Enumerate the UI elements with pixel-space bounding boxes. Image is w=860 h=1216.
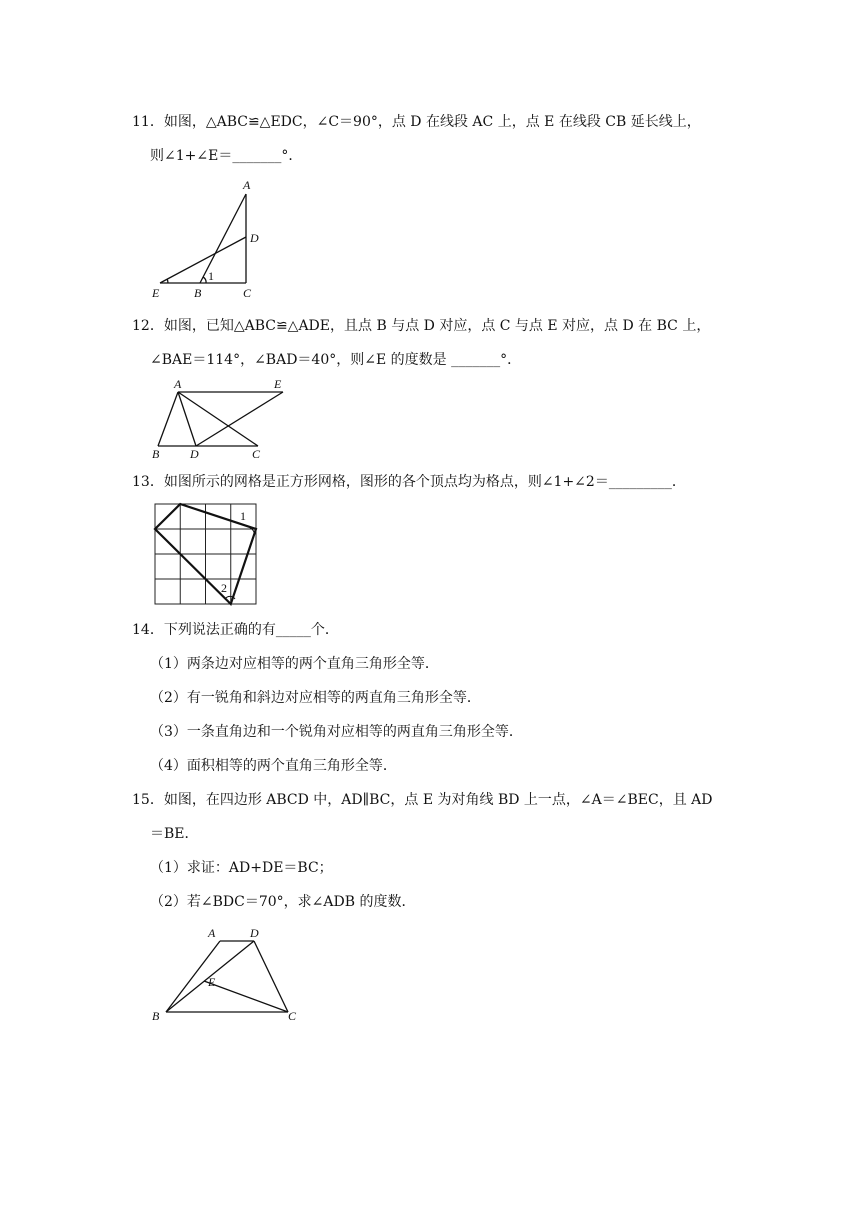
q11-figure — [148, 176, 268, 300]
q14-item-1: （1）两条边对应相等的两个直角三角形全等． — [150, 656, 439, 672]
label-B: B — [152, 447, 160, 461]
label-angle-1: 1 — [208, 269, 214, 283]
label-angle-1: 1 — [240, 509, 246, 523]
label-E: E — [208, 975, 216, 989]
q11-text-line1: 11．如图，△ABC≌△EDC，∠C＝90°，点 D 在线段 AC 上，点 E 在线段 CB 延长线上， — [132, 114, 701, 130]
q13-grid-figure — [150, 500, 262, 610]
label-E: E — [152, 286, 160, 300]
q12-text-line1: 12．如图，已知△ABC≌△ADE，且点 B 与点 D 对应，点 C 与点 E 对应，点 D 在 BC 上， — [132, 318, 711, 334]
q12-text-line2: ∠BAE＝114°，∠BAD＝40°，则∠E 的度数是 _______°． — [150, 352, 522, 368]
segment-DE — [196, 392, 283, 446]
q15-part-2: （2）若∠BDC＝70°，求∠ADB 的度数． — [150, 894, 416, 910]
q15-part-1: （1）求证：AD+DE＝BC； — [150, 860, 333, 876]
segment-AD — [178, 392, 196, 446]
label-C: C — [243, 286, 252, 300]
q13-text-line1: 13．如图所示的网格是正方形网格，图形的各个顶点均为格点，则∠1+∠2＝_________． — [132, 474, 686, 490]
segment-AB — [158, 392, 178, 446]
q14-item-4: （4）面积相等的两个直角三角形全等． — [150, 758, 397, 774]
q15-figure — [150, 922, 310, 1026]
label-B: B — [194, 286, 202, 300]
q12-figure — [148, 376, 298, 462]
q14-item-3: （3）一条直角边和一个锐角对应相等的两直角三角形全等． — [150, 724, 523, 740]
angle-1-arc — [203, 277, 206, 283]
q11-text-line2: 则∠1+∠E＝_______°． — [150, 148, 303, 164]
label-angle-2: 2 — [221, 581, 227, 595]
label-B: B — [152, 1009, 160, 1023]
label-D: D — [250, 926, 259, 940]
q14-item-2: （2）有一锐角和斜边对应相等的两直角三角形全等． — [150, 690, 481, 706]
label-D: D — [250, 231, 259, 245]
segment-AC — [178, 392, 258, 446]
label-E: E — [274, 377, 282, 391]
label-A: A — [174, 377, 182, 391]
segment-AB — [200, 194, 246, 283]
label-C: C — [252, 447, 261, 461]
q14-stem: 14．下列说法正确的有_____个． — [132, 622, 339, 638]
q15-text-line2: ＝BE． — [150, 826, 199, 842]
label-A: A — [243, 178, 251, 192]
label-C: C — [288, 1009, 297, 1023]
q15-text-line1: 15．如图，在四边形 ABCD 中，AD∥BC，点 E 为对角线 BD 上一点，∠A＝∠BEC，且 AD — [132, 792, 713, 808]
label-D: D — [190, 447, 199, 461]
label-A: A — [208, 926, 216, 940]
